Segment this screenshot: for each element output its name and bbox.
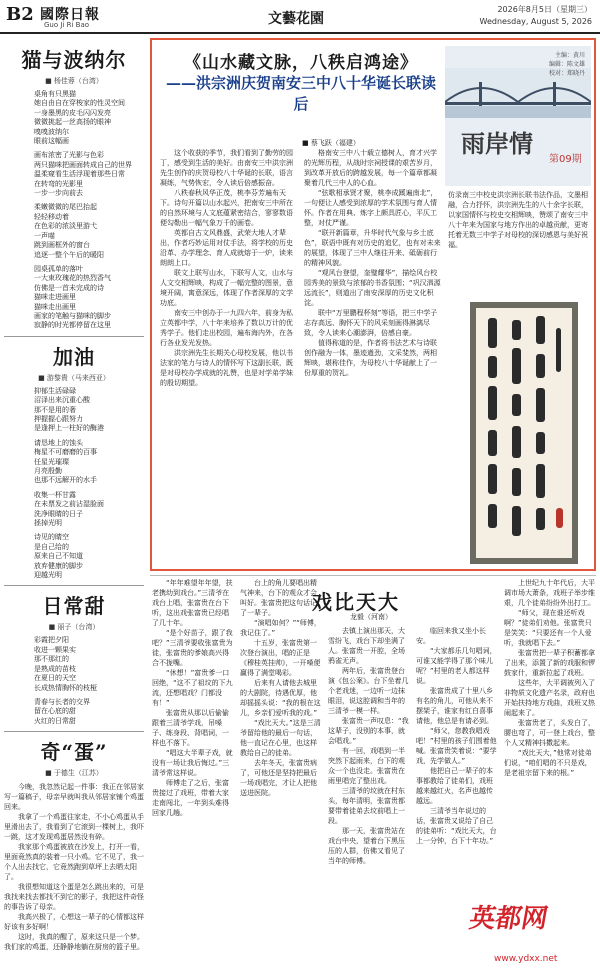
brush-stroke: [488, 430, 497, 456]
paragraph: 洪宗洲先生长期关心母校发展，他以书法家的笔力与诗人的情怀写下这副长联，既是对母校办学成就的礼赞，也是对学弟学妹的殷切期望。: [160, 349, 293, 387]
poem-author: ■ 杨佳蓉（台湾）: [45, 77, 103, 85]
paragraph: “戏比天大，”他常对徒弟们说，“咱们唱的不只是戏，是老祖宗留下来的根。”: [504, 749, 592, 777]
brush-stroke: [536, 388, 545, 422]
brush-stroke: [488, 464, 497, 494]
paragraph: 我家那个鸡蛋被放在沙发上，打开一看，里面竟然真的装着一只小鸡。它不见了，我一个人出去找它，它竟然跑到草坪上去晒太阳了。: [4, 843, 144, 882]
brush-stroke: [512, 426, 521, 458]
story-title: 戏比天大: [312, 590, 400, 614]
poem-line: 两只猫咪把画面转成自己的世界: [34, 160, 132, 169]
story-column: [152, 578, 234, 966]
stanza: [4, 203, 144, 259]
essay-title: 奇“蛋”: [40, 740, 108, 765]
banner-meta: [549, 51, 585, 78]
divider: [4, 731, 144, 732]
paragraph: 今晚，我忽然记起一件事：我正在邻居家写一篇稿子，母亲早就叫我从邻居家铺个鸡蛋回来。: [4, 783, 144, 812]
paragraph: 去镇上演出那天，大雪纷飞，戏台下却坐满了人。张富贵一开腔，全场鸦雀无声。: [328, 627, 405, 665]
paragraph: 上世纪九十年代后，大平调市场大萧条，戏班子举步维艰，几个徒弟纷纷外出打工。: [504, 579, 595, 607]
poem-author: ■ 游黎貴（马来西亚）: [38, 373, 110, 382]
feature-column: [160, 148, 298, 568]
poem-body: [4, 90, 144, 331]
poem-line: 月亮殷勤: [34, 467, 62, 475]
paragraph: 我很想知道这个蛋是怎么跳出来的，可是我找来找去都找不到它的影子，我把这件奇怪的事告诉了母亲。: [4, 883, 144, 912]
paragraph: 我高兴极了，心想这一辈子的心情都这样好该有多好啊！: [4, 913, 144, 932]
poem-line: 押握握心跟努力: [34, 414, 83, 423]
paragraph: 这时，我真的醒了，原来这只是一个梦。我们家的鸡蛋，还静静地躺在厨房的篮子里。: [4, 933, 144, 952]
masthead: [0, 0, 600, 34]
poem-line: 她自由自在穿梭家的性灵空间: [34, 99, 125, 108]
poem-line: 在夏日的天空: [34, 674, 76, 683]
banner-editor: 校对：郑晓丹: [548, 70, 585, 77]
poem-line: 长成热情胸怀的枝桠: [34, 683, 97, 692]
poem-line: 请恳地上的蚀头: [34, 438, 83, 447]
paper-name: 國際日報: [40, 7, 100, 23]
paragraph: “观风台登望，奎璧耀华”，描绘风台校园秀美的景致与浓郁的书香氛围；“巩汉泗源远流长”，则道出了南安深厚的历史文化积淀。: [304, 269, 441, 307]
poem-line: 在转弯的光影里: [34, 179, 83, 188]
poem-line: 也那不远解开的水手: [34, 476, 97, 485]
paragraph: 格南安三中八十载立德树人，育才兴学的光辉历程，从战时宗祠授课的艰苦岁月，到改革开放后的跨越发展，每一个篇章都凝聚着几代三中人的心血。: [304, 149, 437, 187]
poem-line: 那不是用的奢: [34, 405, 76, 414]
poem-line: 迎越光明: [34, 571, 62, 580]
poem-line: 画家的笔触与猫咪的脚步: [34, 311, 111, 320]
story-column: [328, 626, 410, 966]
paragraph: 联文上联写山水，下联写人文，山水与人文交相辉映，构成了一幅完整的图景，意境开阔，寓意深远，体现了作者深厚的文学功底。: [160, 269, 293, 307]
poem-line: 轻轻移动着: [34, 212, 69, 221]
poem-line: 留在心底的甜: [34, 707, 76, 716]
paragraph: 张富贵老了，头发白了，腰也弯了，可一登上戏台，整个人又精神抖擞起来。: [504, 719, 595, 747]
paragraph: “是个好苗子，跟了我吧？”三清爷要收张富贵为徒，张富贵的爹娘高兴得合不拢嘴。: [152, 629, 233, 667]
brush-stroke: [488, 356, 497, 378]
paragraph: 联中“万里鹏程杯刻”等语，把三中学子志存高远、胸怀天下的风采刻画得淋漓尽致，令人读来心潮澎湃，倍感自豪。: [304, 309, 438, 337]
divider: [4, 336, 144, 337]
paper-pinyin: Guo Ji Ri Bao: [44, 21, 90, 29]
paragraph: “演唱如何？”“师傅，我记住了。”: [240, 619, 321, 637]
brush-stroke: [536, 354, 545, 378]
paragraph: “年年难望年年望，扶老携幼到戏台。”三清爷在戏台上唱，张富贵在台下听，这出戏张富贵已经唱了几十年。: [152, 579, 233, 627]
paragraph: 这个收获的季节，我们看到了勤劳的园丁，感受到生活的美好。由南安三中洪宗洲先生创作的庆贺母校八十华诞的长联，语言凝练，气势恢宏，令人读后倍感振奋。: [160, 149, 293, 187]
feature-author: ■ 蔡飞跃（福建）: [302, 139, 360, 147]
paragraph: 他把自己一辈子的本事都教给了徒弟们，戏班越来越红火，名声也越传越远。: [416, 767, 493, 805]
poem-line: 抑郁生活碌碌: [34, 386, 76, 395]
paragraph: 张富贵从那以后偷偷跟着三清爷学戏，吊嗓子、练身段、背唱词，一样也不落下。: [152, 709, 229, 747]
feature-article: [150, 38, 596, 571]
paragraph: 张富贵一声叹息：“我这辈子，没别的本事，就会唱戏。”: [328, 717, 409, 745]
poem-line: 一身墨黑的皮毛闪闪发亮: [34, 108, 111, 117]
feature-subtitle: ——洪宗洲庆贺南安三中八十华诞长联读后: [165, 74, 436, 113]
paragraph: 师傅走了之后，张富贵接过了戏班，带着大家走南闯北，一年到头难得回家几趟。: [152, 779, 229, 817]
poem-line: 猫咪走出画里: [34, 302, 76, 311]
poem-line: 原来自己不知道: [34, 552, 83, 561]
poem-line: 嗅嗅波纳尔: [34, 127, 69, 136]
paragraph: 张富贵把一辈子积蓄都拿了出来，添置了新的戏服和锣鼓家什，重新拉起了戏班。: [504, 649, 595, 677]
brush-stroke: [512, 394, 521, 416]
stanza: [4, 533, 144, 580]
brush-stroke: [512, 506, 521, 536]
paragraph: “师父，现在谁还听戏啊？”徒弟们劝他。张富贵只是笑笑：“只要还有一个人爱听，我就唱下去。”: [504, 609, 592, 647]
poem-line: 放弃健康的脚步: [34, 561, 83, 570]
stanza: [4, 636, 144, 692]
poem-body: [4, 387, 144, 581]
banner-editor: 主编：黄川: [554, 52, 585, 59]
poem-line: 收进一颗果实: [34, 645, 76, 654]
paragraph: “师父，您教我唱戏吧！”村里的孩子们围着他喊。张富贵笑着说：“要学戏，先学做人。”: [416, 727, 497, 765]
paragraph: 三清爷当年说过的话，张富贵又说给了自己的徒弟听：“戏比天大，台上一分钟，台下十年功。”: [416, 807, 497, 845]
brush-stroke: [512, 348, 521, 384]
paragraph: 去年冬天，张富贵病了，可他还是坚持把最后一场戏唱完，才让人把他送进医院。: [240, 759, 317, 797]
poem-line: 在未票发之前沾湿脸面: [34, 500, 104, 509]
left-column: [4, 40, 144, 965]
poem-line: 任星光璀璨: [34, 457, 69, 466]
stanza: [4, 151, 144, 198]
poem-line: 眼前这幅画: [34, 137, 69, 146]
paragraph: 十五岁，张富贵第一次登台演出，唱的正是《穆桂英挂帅》，一开嗓便赢得了满堂喝彩。: [240, 639, 321, 677]
paragraph: 这些年，大平调被列入了非物质文化遗产名录，政府也开始扶持地方戏曲，戏班又热闹起来了。: [504, 679, 595, 717]
poem-line: 仿佛是一首未完成的诗: [34, 283, 104, 292]
poem-line: 是自己给的: [34, 542, 69, 551]
stanza: [4, 491, 144, 529]
poem-line: 青春与长者的交界: [34, 697, 90, 706]
date-en: Wednesday, August 5, 2026: [479, 17, 592, 26]
stanza: [4, 90, 144, 146]
paragraph: 张富贵成了十里八乡有名的角儿，可他从来不摆架子，谁家有红白喜事请他，他总是有请必到。: [416, 687, 493, 725]
paragraph: “弦歌相承贤才聚，桃李成蹊遍南北”，一句便让人感受到浓厚的学术氛围与育人情怀。作者在用典、炼字上颇具匠心，平仄工整，对仗严谨。: [304, 189, 438, 227]
divider: [4, 585, 144, 586]
poem-line: 温柔窥看生活浮现着那些日常: [34, 170, 125, 179]
poem-line: 收集一杯甘露: [34, 490, 76, 499]
poem-line: 在色彩的浓淡里游弋: [34, 222, 97, 231]
poem-line: 一声喵: [34, 231, 55, 240]
poem-line: 跳到画框外的窗台: [34, 241, 90, 250]
divider: [150, 575, 596, 576]
paragraph: “联开新篇章，升华时代气象与乡土底色”，联语中既有对历史的追忆，也有对未来的展望，体现了三中人继往开来、砥砺前行的精神风貌。: [304, 229, 441, 267]
brush-stroke: [488, 318, 497, 348]
poem-line: 寂静的时光都停留在这里: [34, 321, 111, 330]
paragraph: “唱这大半辈子戏，就没有一场让我后悔过。”三清爷常这样说。: [152, 749, 233, 777]
banner-issue: 第09期: [549, 154, 582, 165]
poem-line: 画布浓密了光影与色彩: [34, 151, 104, 160]
poem-line: 园桌孤单的落叶: [34, 264, 83, 273]
poem-line: 那不那红的: [34, 655, 69, 664]
paragraph: 后来有人请他去城里的大剧院，待遇优厚，他却摇摇头说：“我的根在这儿，乡亲们爱听我的戏。”: [240, 679, 321, 717]
page-number: B2: [6, 4, 34, 25]
brush-stroke: [488, 386, 497, 420]
brush-stroke: [536, 432, 545, 454]
poem-line: 柔嫩微微的尾巴抬起: [34, 203, 97, 212]
poem-line: 是逢押上一柱好的酶港: [34, 424, 104, 433]
poem-title: 加油: [53, 344, 95, 369]
poem-title: 日常甜: [42, 594, 106, 619]
paragraph: 南安三中创办于一九四六年，前身为私立英都中学，八十年来培养了数以万计的优秀学子。他们走出校园，遍布海内外，在各行各业发光发热。: [160, 309, 293, 347]
poem-line: 猫咪走进画里: [34, 293, 76, 302]
story-column: [240, 578, 322, 966]
poem-line: 桌角有只黑猫: [34, 90, 76, 98]
poem-line: 彩霞把夕阳: [34, 636, 69, 645]
site-watermark: 英都网: [466, 904, 551, 934]
paragraph: 有一回，戏唱到一半突然下起雨来，台下的观众一个也没走。张富贵在雨里唱完了整出戏。: [328, 747, 405, 785]
poem-line: 是熟成的苗枝: [34, 664, 76, 673]
calligraphy-scroll: [476, 308, 572, 558]
paragraph: 两年后，张富贵登台演《包公案》。台下坐着几个老戏迷，一边听一边抹眼泪，说这腔调和当年的三清爷一模一样。: [328, 667, 409, 715]
column-banner: [445, 46, 591, 186]
poem-line: 微微挑起一丝高扬的眼神: [34, 118, 111, 127]
poem-line: 追逐一整个午后的暖阳: [34, 250, 104, 259]
site-url: www.ydxx.net: [494, 954, 558, 964]
paragraph: 值得称道的是，作者将书法艺术与诗联创作融为一体，墨迹遒劲，文采斐然，两相辉映，堪称佳作，为母校八十华诞献上了一份厚重的贺礼。: [304, 339, 437, 377]
poem-body: [4, 636, 144, 726]
story-author: 龙毅（河南）: [350, 613, 392, 621]
brush-stroke: [488, 504, 497, 528]
paragraph: 我拿了一个鸡蛋往家走，不小心鸡蛋从手里滑出去了，我看到了它滚到一棵树上，我吓一跳，这才发现鸡蛋居然没有碎。: [4, 813, 144, 842]
poem-title: 猫与波纳尔: [21, 48, 127, 72]
essay-author: ■ 于德生（江苏）: [45, 769, 103, 778]
paragraph: 那一天，张富贵站在戏台中央，望着台下黑压压的人群，仿佛又看见了当年的师傅。: [328, 827, 405, 865]
feature-title: 《山水藏文脉，八秩启鸿途》: [184, 53, 418, 73]
paragraph: 英都自古文风鼎盛，武荣大地人才辈出，作者巧妙运用对仗手法，将学校的历史沿革、办学理念、育人成就熔于一炉，读来朗朗上口。: [160, 229, 293, 267]
poem-line: 拯掉光明: [34, 519, 62, 528]
paragraph: “大家都乐几句唱词，可谁又能学得了那个味儿呢？”村里的老人都这样说。: [416, 647, 497, 685]
feature-column: [304, 148, 442, 568]
paragraph: 三清爷的坟就在村东头，每年清明，张富贵都要带着徒弟去坟前唱上一段。: [328, 787, 405, 825]
stanza: [4, 387, 144, 434]
paragraph: 八秩春秋风华正茂，桃李芬芳遍布天下。诗句开篇以山水起兴，把南安三中所在的自然环境与人文底蕴紧密结合，寥寥数语便勾勒出一幅气象万千的画卷。: [160, 189, 293, 227]
poem-line: 诗见的睛空: [34, 533, 69, 542]
poem-line: 梅星不可磨磨的百事: [34, 448, 97, 457]
poem-line: 洗净眼睛的日子: [34, 509, 83, 518]
brush-stroke: [512, 320, 521, 340]
poem-author: ■ 丽子（台湾）: [48, 623, 100, 632]
essay-body: [4, 782, 144, 952]
paragraph: “休想！”富贵爹一口回绝，“这不了祖坟的下九流，还想唱戏？门都没有！”: [152, 669, 233, 707]
stanza: [4, 439, 144, 486]
calligraphy-photo: [470, 302, 578, 564]
feature-intro: 仿录南三中校史洪宗洲长联书法作品，文墨相融，合力抒怀，洪宗洲先生的八十余字长联，以家国情怀与校史交相辉映，赞颂了南安三中八十年来为国家与地方作出的卓越贡献，更寄托着无数三中学子对母校的深切感恩与美好祝福。: [448, 191, 588, 249]
brush-stroke: [556, 328, 561, 372]
paragraph: 台上的角儿要唱出精气神来，台下的观众才会叫好。张富贵把这句话记了一辈子。: [240, 579, 317, 617]
poem-line: 火红的日常甜: [34, 716, 76, 725]
date-cn: 2026年8月5日（星期三）: [497, 5, 592, 14]
stanza: [4, 698, 144, 726]
banner-name: 雨岸情: [461, 129, 533, 158]
section-title: 文藝花園: [268, 11, 324, 27]
poem-line: 一大束玫瑰花的热烈香气: [34, 274, 111, 283]
brush-stroke: [512, 468, 521, 496]
brush-stroke: [536, 464, 545, 498]
seal-stamp: [556, 508, 563, 528]
issue-date: [480, 4, 592, 28]
brush-stroke: [536, 508, 545, 530]
poem-line: 一步一步向前去: [34, 189, 83, 198]
brush-stroke: [536, 316, 545, 344]
paragraph: “戏比天大。”这是三清爷留给他的最后一句话，他一直记在心里，也这样教给自己的徒弟。: [240, 719, 321, 757]
banner-editor: 编辑：陈文雄: [548, 61, 585, 68]
paragraph: 临回来我又坐小长安。: [416, 627, 486, 645]
poem-line: 沼泽出来沉重心酸: [34, 396, 90, 405]
stanza: [4, 265, 144, 331]
